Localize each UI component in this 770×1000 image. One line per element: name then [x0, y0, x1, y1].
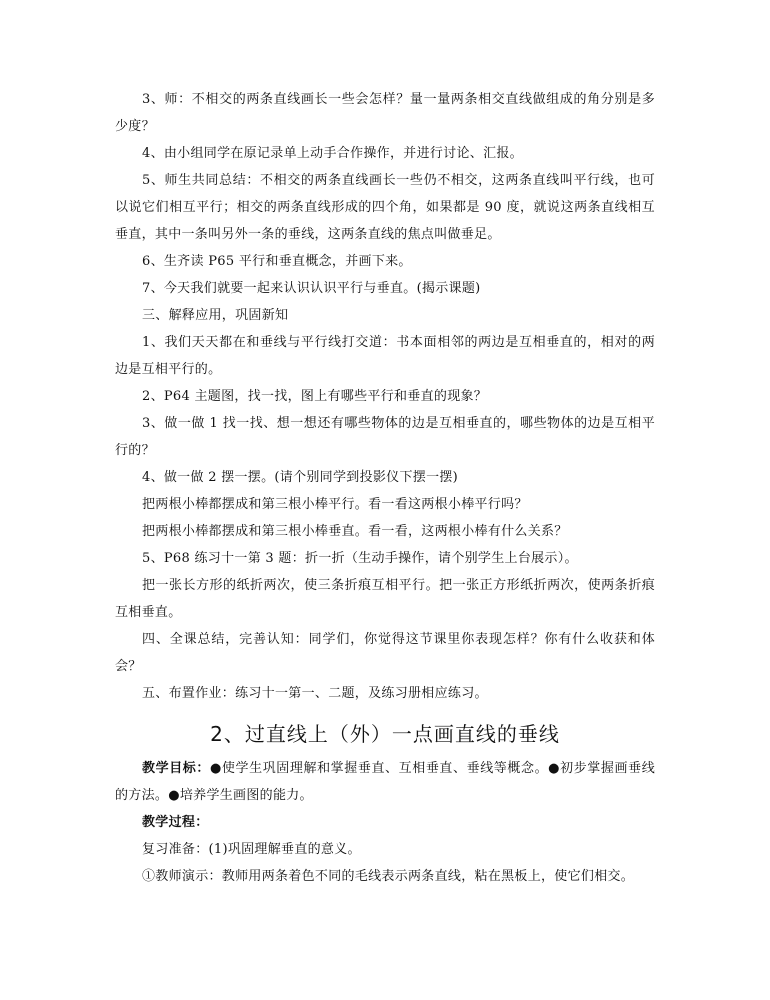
- paragraph: ①教师演示：教师用两条着色不同的毛线表示两条直线，粘在黑板上，使它们相交。: [142, 869, 635, 884]
- paragraph: 5、P68 练习十一第 3 题：折一折（生动手操作，请个别学生上台展示）。: [142, 551, 578, 566]
- teaching-goals-paragraph: [115, 755, 655, 809]
- teaching-goals-text: ●使学生巩固理解和掌握垂直、互相垂直、垂线等概念。●初步掌握画垂线的方法。●培养学生画图的能力。: [115, 761, 655, 803]
- paragraph: 把两根小棒都摆成和第三根小棒平行。看一看这两根小棒平行吗？: [142, 497, 528, 512]
- teaching-process-paragraph: [115, 809, 655, 836]
- paragraph: 四、全课总结，完善认知：同学们，你觉得这节课里你表现怎样？你有什么收获和体会？: [115, 632, 655, 674]
- paragraph: 6、生齐读 P65 平行和垂直概念，并画下来。: [142, 254, 412, 269]
- section-heading-paragraph: 三、解释应用，巩固新知: [142, 308, 289, 323]
- paragraph: 7、今天我们就要一起来认识认识平行与垂直。(揭示课题): [142, 281, 481, 296]
- lesson-heading: 2、过直线上（外）一点画直线的垂线: [210, 722, 560, 746]
- paragraph: 5、师生共同总结：不相交的两条直线画长一些仍不相交，这两条直线叫平行线，也可以说它们相互平行；相交的两条直线形成的四个角，如果都是 90 度，就说这两条直线相互垂直，其中一条叫另外一条的垂线，这两条直线的焦点叫做垂足。: [115, 173, 655, 242]
- teaching-process-label: 教学过程：: [142, 815, 209, 830]
- paragraph: 3、师：不相交的两条直线画长一些会怎样？量一量两条相交直线做组成的角分别是多少度？: [115, 92, 655, 134]
- paragraph: 4、做一做 2 摆一摆。(请个别同学到投影仪下摆一摆): [142, 470, 459, 485]
- paragraph: 1、我们天天都在和垂线与平行线打交道：书本面相邻的两边是互相垂直的，相对的两边是互相平行的。: [115, 335, 655, 377]
- teaching-goals-label: 教学目标：: [142, 761, 210, 776]
- paragraph: 五、布置作业：练习十一第一、二题，及练习册相应练习。: [142, 686, 488, 701]
- paragraph: 4、由小组同学在原记录单上动手合作操作，并进行讨论、汇报。: [142, 146, 523, 161]
- paragraph: 2、P64 主题图，找一找，图上有哪些平行和垂直的现象？: [142, 389, 488, 404]
- paragraph: 3、做一做 1 找一找、想一想还有哪些物体的边是互相垂直的，哪些物体的边是互相平行的？: [115, 416, 655, 458]
- paragraph: 把两根小棒都摆成和第三根小棒垂直。看一看，这两根小棒有什么关系？: [142, 524, 568, 539]
- paragraph: 把一张长方形的纸折两次，使三条折痕互相平行。把一张正方形纸折两次，使两条折痕互相垂直。: [115, 578, 655, 620]
- paragraph: 复习准备：(1)巩固理解垂直的意义。: [142, 842, 361, 857]
